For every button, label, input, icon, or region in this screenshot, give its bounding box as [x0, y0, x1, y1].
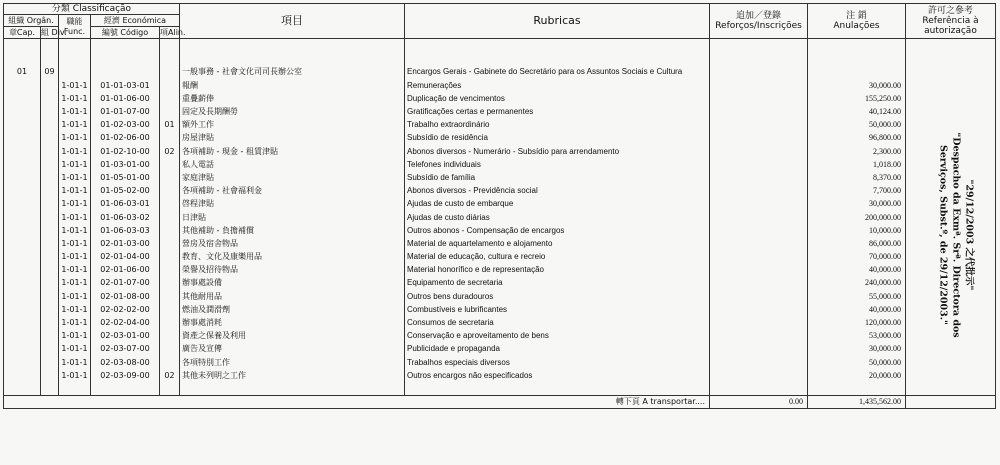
- func-code: 1-01-1: [59, 171, 91, 184]
- table-row: [4, 342, 996, 355]
- item-cn: 各項補助 - 社會福利金: [180, 184, 405, 197]
- anulacao-value: 120,000.00: [808, 316, 906, 329]
- table-row: [4, 131, 996, 144]
- anulacao-value: 8,370.00: [808, 171, 906, 184]
- alinea-code: [160, 197, 180, 210]
- table-row: [4, 197, 996, 210]
- item-cn: 額外工作: [180, 118, 405, 131]
- alinea-code: [160, 210, 180, 223]
- footer-reforcos: 0.00: [710, 396, 808, 409]
- item-pt: Remunerações: [405, 79, 710, 92]
- item-cn: 日津貼: [180, 210, 405, 223]
- table-row: [4, 329, 996, 342]
- economic-code: 01-06-03-01: [91, 197, 160, 210]
- anulacao-value: 7,700.00: [808, 184, 906, 197]
- section-row: [4, 65, 996, 78]
- table-header: [4, 4, 996, 39]
- cap-header: 章Cap.: [4, 27, 41, 39]
- anulacao-value: 50,000.00: [808, 356, 906, 369]
- table-row: [4, 237, 996, 250]
- spacer-row: [4, 39, 996, 53]
- transport-label-text: 轉下頁 A transportar....: [615, 397, 705, 407]
- economic-code: 01-02-06-00: [91, 131, 160, 144]
- item-pt: Duplicação de vencimentos: [405, 92, 710, 105]
- alinea-code: [160, 303, 180, 316]
- rubricas-header: Rubricas: [405, 4, 710, 39]
- func-code: 1-01-1: [59, 250, 91, 263]
- item-pt: Telefones individuais: [405, 158, 710, 171]
- item-pt: Material honorífico e de representação: [405, 263, 710, 276]
- table-row: [4, 210, 996, 223]
- alinea-code: [160, 250, 180, 263]
- alinea-code: [160, 356, 180, 369]
- anulacao-value: 53,000.00: [808, 329, 906, 342]
- alinea-code: [160, 224, 180, 237]
- alinea-code: [160, 184, 180, 197]
- alinea-code: [160, 263, 180, 276]
- item-cn: 廣告及宣傳: [180, 342, 405, 355]
- economic-code: 02-01-08-00: [91, 290, 160, 303]
- func-code: 1-01-1: [59, 105, 91, 118]
- section-cap: 01: [4, 65, 41, 78]
- alinea-code: [160, 276, 180, 289]
- func-code: 1-01-1: [59, 303, 91, 316]
- footer-anulacoes: 1,435,562.00: [808, 396, 906, 409]
- item-pt: Material de aquartelamento e alojamento: [405, 237, 710, 250]
- economic-code: 02-01-04-00: [91, 250, 160, 263]
- alinea-code: [160, 158, 180, 171]
- funcional-header-pt: Func.: [63, 26, 86, 36]
- table-row: [4, 145, 996, 158]
- func-code: 1-01-1: [59, 118, 91, 131]
- item-pt: Equipamento de secretaria: [405, 276, 710, 289]
- item-cn: 各項特別工作: [180, 356, 405, 369]
- section-div: 09: [41, 65, 59, 78]
- alinea-code: 02: [160, 369, 180, 382]
- func-code: 1-01-1: [59, 224, 91, 237]
- funcional-header-cn: 職能: [66, 16, 83, 26]
- item-cn: 燃油及潤滑劑: [180, 303, 405, 316]
- item-cn: 啓程津貼: [180, 197, 405, 210]
- item-pt: Abonos diversos - Previdência social: [405, 184, 710, 197]
- anulacao-value: 200,000.00: [808, 210, 906, 223]
- func-code: 1-01-1: [59, 79, 91, 92]
- table-row: [4, 356, 996, 369]
- economic-code: 02-03-07-00: [91, 342, 160, 355]
- anulacao-value: 96,800.00: [808, 131, 906, 144]
- spacer-row: [4, 382, 996, 396]
- table-row: [4, 369, 996, 382]
- economic-code: 01-03-01-00: [91, 158, 160, 171]
- item-cn: 固定及長期酬勞: [180, 105, 405, 118]
- anulacao-value: 2,300.00: [808, 145, 906, 158]
- anulacao-value: 86,000.00: [808, 237, 906, 250]
- item-pt: Outros abonos - Compensação de encargos: [405, 224, 710, 237]
- item-pt: Outros bens duradouros: [405, 290, 710, 303]
- items-header: 項目: [180, 4, 405, 39]
- item-pt: Ajudas de custo de embarque: [405, 197, 710, 210]
- reforcos-header: 追加／登錄 Reforços/Inscrições: [710, 4, 808, 39]
- item-cn: 其他補助 - 負擔補償: [180, 224, 405, 237]
- func-code: 1-01-1: [59, 276, 91, 289]
- anulacao-value: 40,000.00: [808, 263, 906, 276]
- item-cn: 榮譽及招待物品: [180, 263, 405, 276]
- economic-code: 02-03-08-00: [91, 356, 160, 369]
- spacer-row: [4, 52, 996, 65]
- economic-code: 01-02-10-00: [91, 145, 160, 158]
- item-cn: 家庭津貼: [180, 171, 405, 184]
- func-code: 1-01-1: [59, 131, 91, 144]
- func-code: 1-01-1: [59, 158, 91, 171]
- table-body: [4, 39, 996, 396]
- anulacao-value: 55,000.00: [808, 290, 906, 303]
- anulacao-value: 20,000.00: [808, 369, 906, 382]
- item-cn: 房屋津貼: [180, 131, 405, 144]
- alinea-code: [160, 79, 180, 92]
- table-row: [4, 79, 996, 92]
- alinea-code: [160, 316, 180, 329]
- func-code: 1-01-1: [59, 290, 91, 303]
- item-pt: Conservação e aproveitamento de bens: [405, 329, 710, 342]
- economic-code: 02-01-03-00: [91, 237, 160, 250]
- table-row: [4, 290, 996, 303]
- anulacao-value: 30,000.00: [808, 79, 906, 92]
- func-code: 1-01-1: [59, 197, 91, 210]
- authorization-text: [937, 120, 976, 350]
- item-pt: Trabalho extraordinário: [405, 118, 710, 131]
- anulacao-value: 155,250.00: [808, 92, 906, 105]
- item-cn: 各項補助 - 現金 - 租賃津貼: [180, 145, 405, 158]
- alinea-code: 02: [160, 145, 180, 158]
- item-cn: 報酬: [180, 79, 405, 92]
- alinea-code: [160, 92, 180, 105]
- transport-label: [4, 396, 710, 409]
- anulacao-value: 40,000.00: [808, 303, 906, 316]
- func-code: 1-01-1: [59, 145, 91, 158]
- economic-code: 01-06-03-03: [91, 224, 160, 237]
- item-pt: Gratificações certas e permanentes: [405, 105, 710, 118]
- economic-code: 02-03-01-00: [91, 329, 160, 342]
- item-cn: 營房及宿舍物品: [180, 237, 405, 250]
- alinea-code: 01: [160, 118, 180, 131]
- anulacoes-header-pt: Anulações: [833, 21, 880, 31]
- authorization-note: [920, 120, 992, 350]
- autorizacao-header: 許可之參考 Referência à autorização: [906, 4, 996, 39]
- func-code: 1-01-1: [59, 263, 91, 276]
- economic-code: 01-05-01-00: [91, 171, 160, 184]
- economic-code: 02-03-09-00: [91, 369, 160, 382]
- table-row: [4, 250, 996, 263]
- table-row: [4, 158, 996, 171]
- economic-code: 01-01-03-01: [91, 79, 160, 92]
- economic-code: 01-01-07-00: [91, 105, 160, 118]
- table-row: [4, 224, 996, 237]
- func-code: 1-01-1: [59, 369, 91, 382]
- item-pt: Subsídio de residência: [405, 131, 710, 144]
- item-pt: Trabalhos especiais diversos: [405, 356, 710, 369]
- table-row: [4, 276, 996, 289]
- anulacao-value: 40,124.00: [808, 105, 906, 118]
- budget-table: [3, 3, 996, 409]
- anulacao-value: 30,000.00: [808, 197, 906, 210]
- table-row: [4, 171, 996, 184]
- item-pt: Subsídio de família: [405, 171, 710, 184]
- func-code: 1-01-1: [59, 92, 91, 105]
- item-cn: 資產之保養及利用: [180, 329, 405, 342]
- anulacao-value: 1,018.00: [808, 158, 906, 171]
- organica-header: 組織 Orgân.: [4, 15, 59, 27]
- economica-header: 經濟 Económica: [91, 15, 180, 27]
- alinea-header: 項Alin.: [160, 27, 186, 37]
- item-pt: Abonos diversos - Numerário - Subsídio para arrendamento: [405, 145, 710, 158]
- economic-code: 01-01-06-00: [91, 92, 160, 105]
- item-cn: 其他未列明之工作: [180, 369, 405, 382]
- func-code: 1-01-1: [59, 329, 91, 342]
- func-code: 1-01-1: [59, 210, 91, 223]
- section-title-pt: Encargos Gerais - Gabinete do Secretário para os Assuntos Sociais e Cultura: [405, 65, 710, 78]
- alinea-code: [160, 171, 180, 184]
- div-header: 組 Div.: [41, 27, 67, 37]
- alinea-code: [160, 237, 180, 250]
- item-pt: Material de educação, cultura e recreio: [405, 250, 710, 263]
- economic-code: 02-01-07-00: [91, 276, 160, 289]
- anulacao-value: 70,000.00: [808, 250, 906, 263]
- anulacao-value: 10,000.00: [808, 224, 906, 237]
- func-code: 1-01-1: [59, 316, 91, 329]
- anulacoes-header-cn: 注 銷: [846, 11, 867, 21]
- item-cn: 教育、文化及康樂用品: [180, 250, 405, 263]
- func-code: 1-01-1: [59, 237, 91, 250]
- item-cn: 私人電話: [180, 158, 405, 171]
- economic-code: 02-02-04-00: [91, 316, 160, 329]
- alinea-code: [160, 105, 180, 118]
- economic-code: 01-02-03-00: [91, 118, 160, 131]
- table-row: [4, 303, 996, 316]
- anulacao-value: 240,000.00: [808, 276, 906, 289]
- authorization-line-1: "29/12/2003 之代批示": [963, 179, 975, 291]
- footer-row: [4, 396, 996, 409]
- economic-code: 01-05-02-00: [91, 184, 160, 197]
- alinea-code: [160, 329, 180, 342]
- alinea-code: [160, 290, 180, 303]
- table-row: [4, 184, 996, 197]
- classification-header: 分類 Classificação: [4, 4, 180, 15]
- table-row: [4, 92, 996, 105]
- item-cn: 辦事處消耗: [180, 316, 405, 329]
- alinea-code: [160, 342, 180, 355]
- economic-code: 01-06-03-02: [91, 210, 160, 223]
- table-row: [4, 105, 996, 118]
- table-row: [4, 263, 996, 276]
- item-pt: Publicidade e propaganda: [405, 342, 710, 355]
- func-code: 1-01-1: [59, 356, 91, 369]
- item-cn: 其他耐用品: [180, 290, 405, 303]
- item-pt: Combustíveis e lubrificantes: [405, 303, 710, 316]
- table-row: [4, 316, 996, 329]
- item-pt: Ajudas de custo diárias: [405, 210, 710, 223]
- economic-code: 02-01-06-00: [91, 263, 160, 276]
- item-cn: 辦事處設備: [180, 276, 405, 289]
- codigo-header: 編號 Código: [91, 27, 160, 39]
- table-row: [4, 118, 996, 131]
- section-title-cn: 一般事務 - 社會文化司司長辦公室: [180, 65, 405, 78]
- authorization-line-2: "Despacho da Exmª. Srª. Directora dos Serviços, Subst.º, de 29/12/2003.": [937, 132, 962, 338]
- item-pt: Consumos de secretaria: [405, 316, 710, 329]
- anulacao-value: 30,000.00: [808, 342, 906, 355]
- economic-code: 02-02-02-00: [91, 303, 160, 316]
- item-pt: Outros encargos não especificados: [405, 369, 710, 382]
- func-code: 1-01-1: [59, 342, 91, 355]
- item-cn: 重疊薪俸: [180, 92, 405, 105]
- anulacao-value: 50,000.00: [808, 118, 906, 131]
- alinea-code: [160, 131, 180, 144]
- func-code: 1-01-1: [59, 184, 91, 197]
- anulacoes-header: [808, 4, 906, 39]
